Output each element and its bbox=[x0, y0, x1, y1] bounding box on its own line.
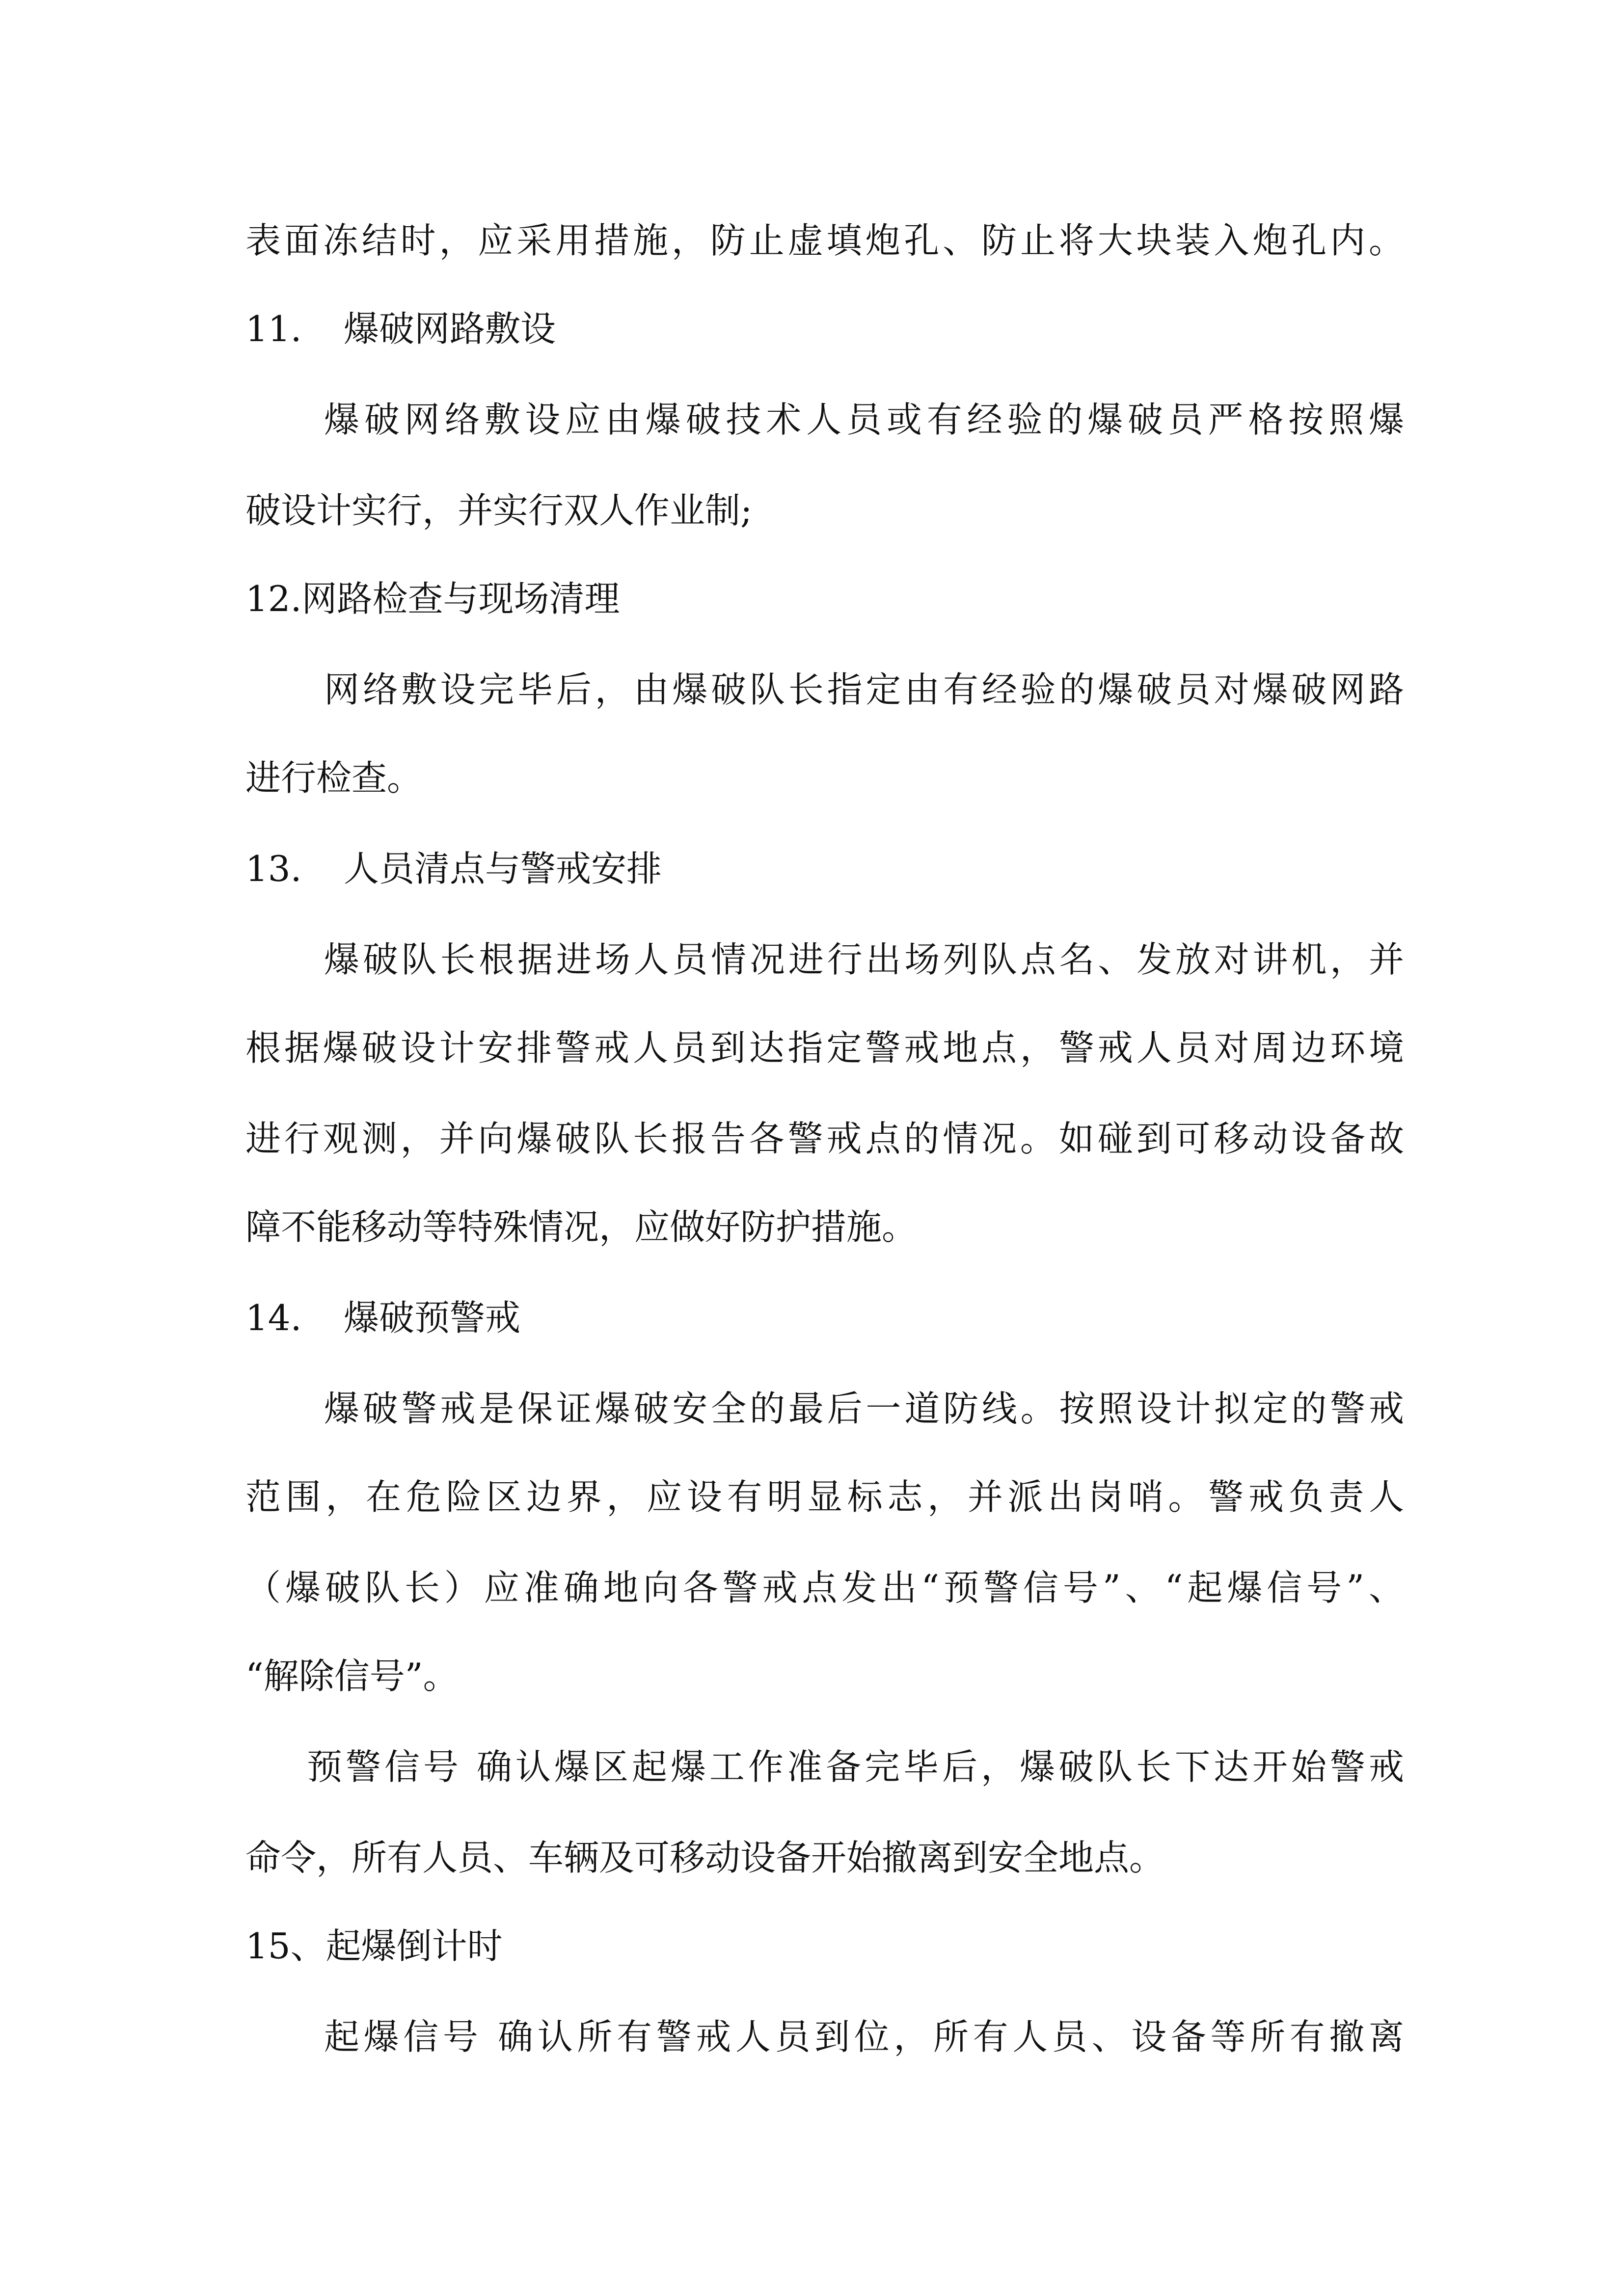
paragraph-line: 破设计实行，并实行双人作业制; bbox=[245, 490, 753, 531]
paragraph-line: 障不能移动等特殊情况，应做好防护措施。 bbox=[245, 1206, 918, 1248]
heading-13-number: 13. bbox=[245, 848, 302, 889]
paragraph-line: 根据爆破设计安排警戒人员到达指定警戒地点，警戒人员对周边环境 bbox=[245, 1027, 1404, 1068]
paragraph-line: 爆破队长根据进场人员情况进行出场列队点名、发放对讲机，并 bbox=[324, 939, 1404, 980]
heading-11-number: 11. bbox=[245, 308, 302, 349]
heading-11-title: 爆破网路敷设 bbox=[344, 308, 556, 349]
heading-12: 12.网路检查与现场清理 bbox=[245, 578, 620, 619]
paragraph-line: （爆破队长）应准确地向各警戒点发出“预警信号”、“起爆信号”、 bbox=[245, 1567, 1404, 1608]
paragraph-line: 进行观测，并向爆破队长报告各警戒点的情况。如碰到可移动设备故 bbox=[245, 1118, 1404, 1159]
paragraph-line: 进行检查。 bbox=[245, 757, 423, 799]
heading-13-title: 人员清点与警戒安排 bbox=[344, 848, 662, 889]
paragraph-line: 范围，在危险区边界，应设有明显标志，并派出岗哨。警戒负责人 bbox=[245, 1476, 1404, 1518]
paragraph-line: 爆破网络敷设应由爆破技术人员或有经验的爆破员严格按照爆 bbox=[324, 399, 1404, 440]
heading-14-title: 爆破预警戒 bbox=[344, 1297, 521, 1338]
paragraph-line: 爆破警戒是保证爆破安全的最后一道防线。按照设计拟定的警戒 bbox=[324, 1388, 1404, 1429]
paragraph-line: 预警信号 确认爆区起爆工作准备完毕后，爆破队长下达开始警戒 bbox=[307, 1746, 1404, 1788]
paragraph-line: 起爆信号 确认所有警戒人员到位，所有人员、设备等所有撤离 bbox=[324, 2016, 1404, 2057]
paragraph-line: 表面冻结时，应采用措施，防止虚填炮孔、防止将大块装入炮孔内。 bbox=[245, 220, 1404, 261]
paragraph-line: 命令，所有人员、车辆及可移动设备开始撤离到安全地点。 bbox=[245, 1837, 1165, 1878]
heading-14-number: 14. bbox=[245, 1297, 302, 1338]
paragraph-line: “解除信号”。 bbox=[245, 1655, 459, 1697]
heading-15: 15、起爆倒计时 bbox=[245, 1925, 503, 1967]
paragraph-line: 网络敷设完毕后，由爆破队长指定由有经验的爆破员对爆破网路 bbox=[324, 669, 1404, 710]
